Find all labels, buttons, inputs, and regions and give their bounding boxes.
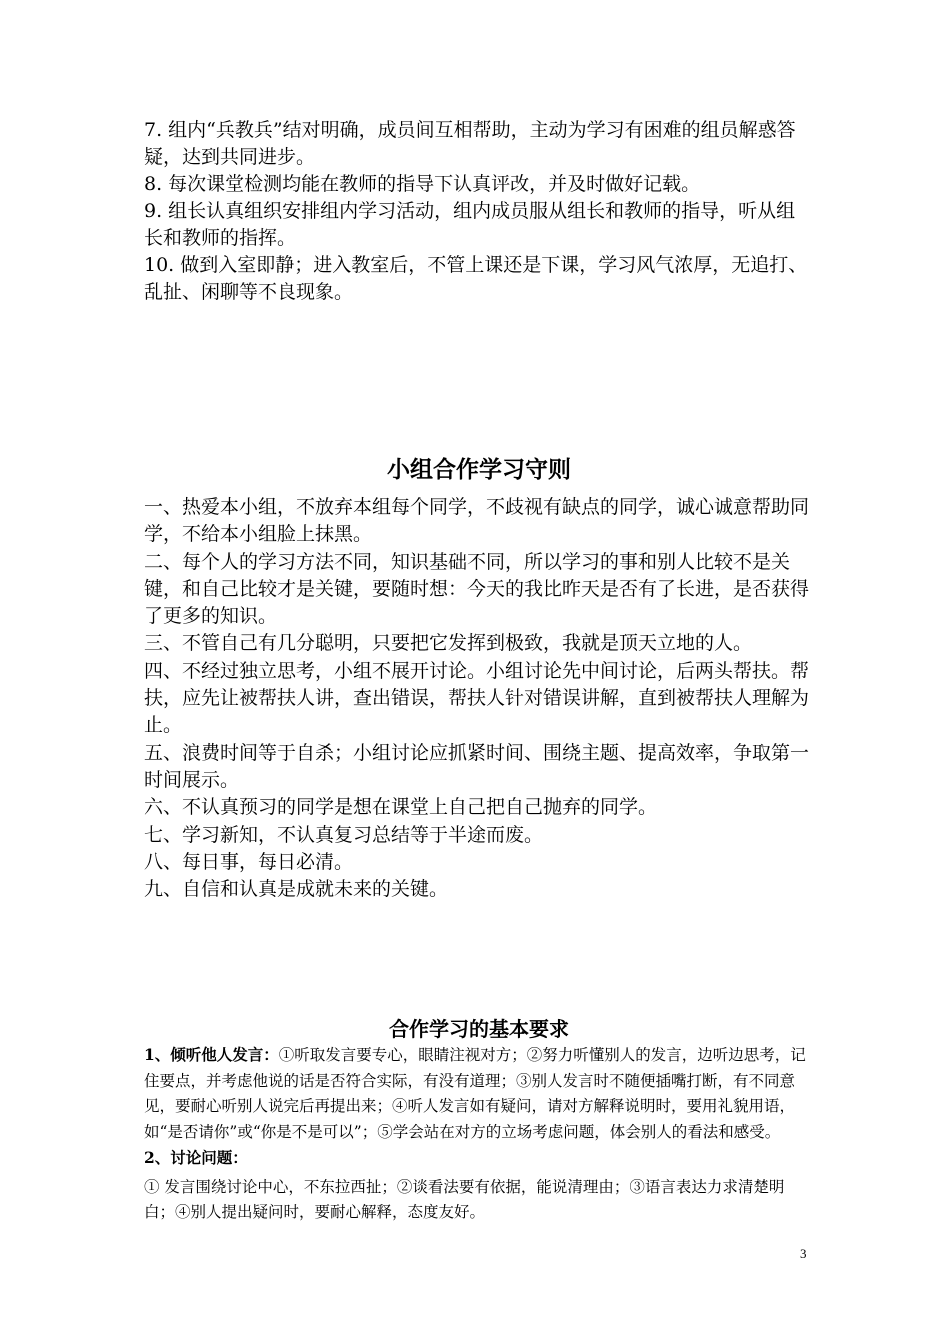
group-rule-item: 九、自信和认真是成就未来的关键。 [144,878,449,901]
rule-item-9: 9. 组长认真组织安排组内学习活动，组内成员服从组长和教师的指导，听从组长和教师的指挥。 [144,200,796,249]
group-rule-item: 一、热爱本小组，不放弃本组每个同学，不歧视有缺点的同学，诚心诚意帮助同学，不给本小组脸上抹黑。 [144,496,810,546]
group-rule-item: 七、学习新知，不认真复习总结等于半途而废。 [144,823,544,846]
group-rules-list [144,494,814,903]
basic-requirements [144,1042,814,1226]
group-rule-item: 六、不认真预习的同学是想在课堂上自己把自己抛弃的同学。 [144,796,658,819]
requirement-listening [144,1042,814,1145]
group-rule-item: 四、不经过独立思考，小组不展开讨论。小组讨论先中间讨论，后两头帮扶。帮扶，应先让被帮扶人讲，查出错误，帮扶人针对错误讲解，直到被帮扶人理解为止。 [144,659,810,737]
basic-requirements-title: 合作学习的基本要求 [389,1017,569,1041]
rule-item-10: 10. 做到入室即静；进入教室后，不管上课还是下课，学习风气浓厚，无追打、乱扯、闲聊等不良现象。 [144,254,808,303]
rules-list-continued [144,117,814,306]
rule-item-7: 7. 组内“兵教兵”结对明确，成员间互相帮助，主动为学习有困难的组员解惑答疑，达到共同进步。 [144,119,796,168]
group-rule-item: 三、不管自己有几分聪明，只要把它发挥到极致，我就是顶天立地的人。 [144,632,753,655]
requirement-discussion-body: ① 发言围绕讨论中心，不东拉西扯；②谈看法要有依据，能说清理由；③语言表达力求清楚明白；④别人提出疑问时，要耐心解释，态度友好。 [144,1177,785,1221]
group-rule-item: 八、每日事，每日必清。 [144,850,354,873]
requirement-discussion-heading: 2、讨论问题： [144,1148,248,1167]
requirement-listening-heading: 1、倾听他人发言： [144,1045,279,1064]
group-rules-title: 小组合作学习守则 [387,456,571,483]
requirement-listening-body: ①听取发言要专心，眼睛注视对方；②努力听懂别人的发言，边听边思考，记住要点，并考虑他说的话是否符合实际，有没有道理；③别人发言时不随便插嘴打断，有不同意见，要耐心听别人说完后再提出来；④听人发言如有疑问，请对方解释说明时，要用礼貌用语，如“是否请你”或“你是不是可以”；⑤学会站在对方的立场考虑问题，体会别人的看法和感受。 [144,1046,806,1141]
group-rule-item: 五、浪费时间等于自杀；小组讨论应抓紧时间、围绕主题、提高效率，争取第一时间展示。 [144,741,810,791]
rule-item-8: 8. 每次课堂检测均能在教师的指导下认真评改，并及时做好记载。 [144,173,701,195]
page-number: 3 [800,1246,807,1261]
group-rule-item: 二、每个人的学习方法不同，知识基础不同，所以学习的事和别人比较不是关键，和自己比较才是关键，要随时想：今天的我比昨天是否有了长进，是否获得了更多的知识。 [144,550,810,628]
